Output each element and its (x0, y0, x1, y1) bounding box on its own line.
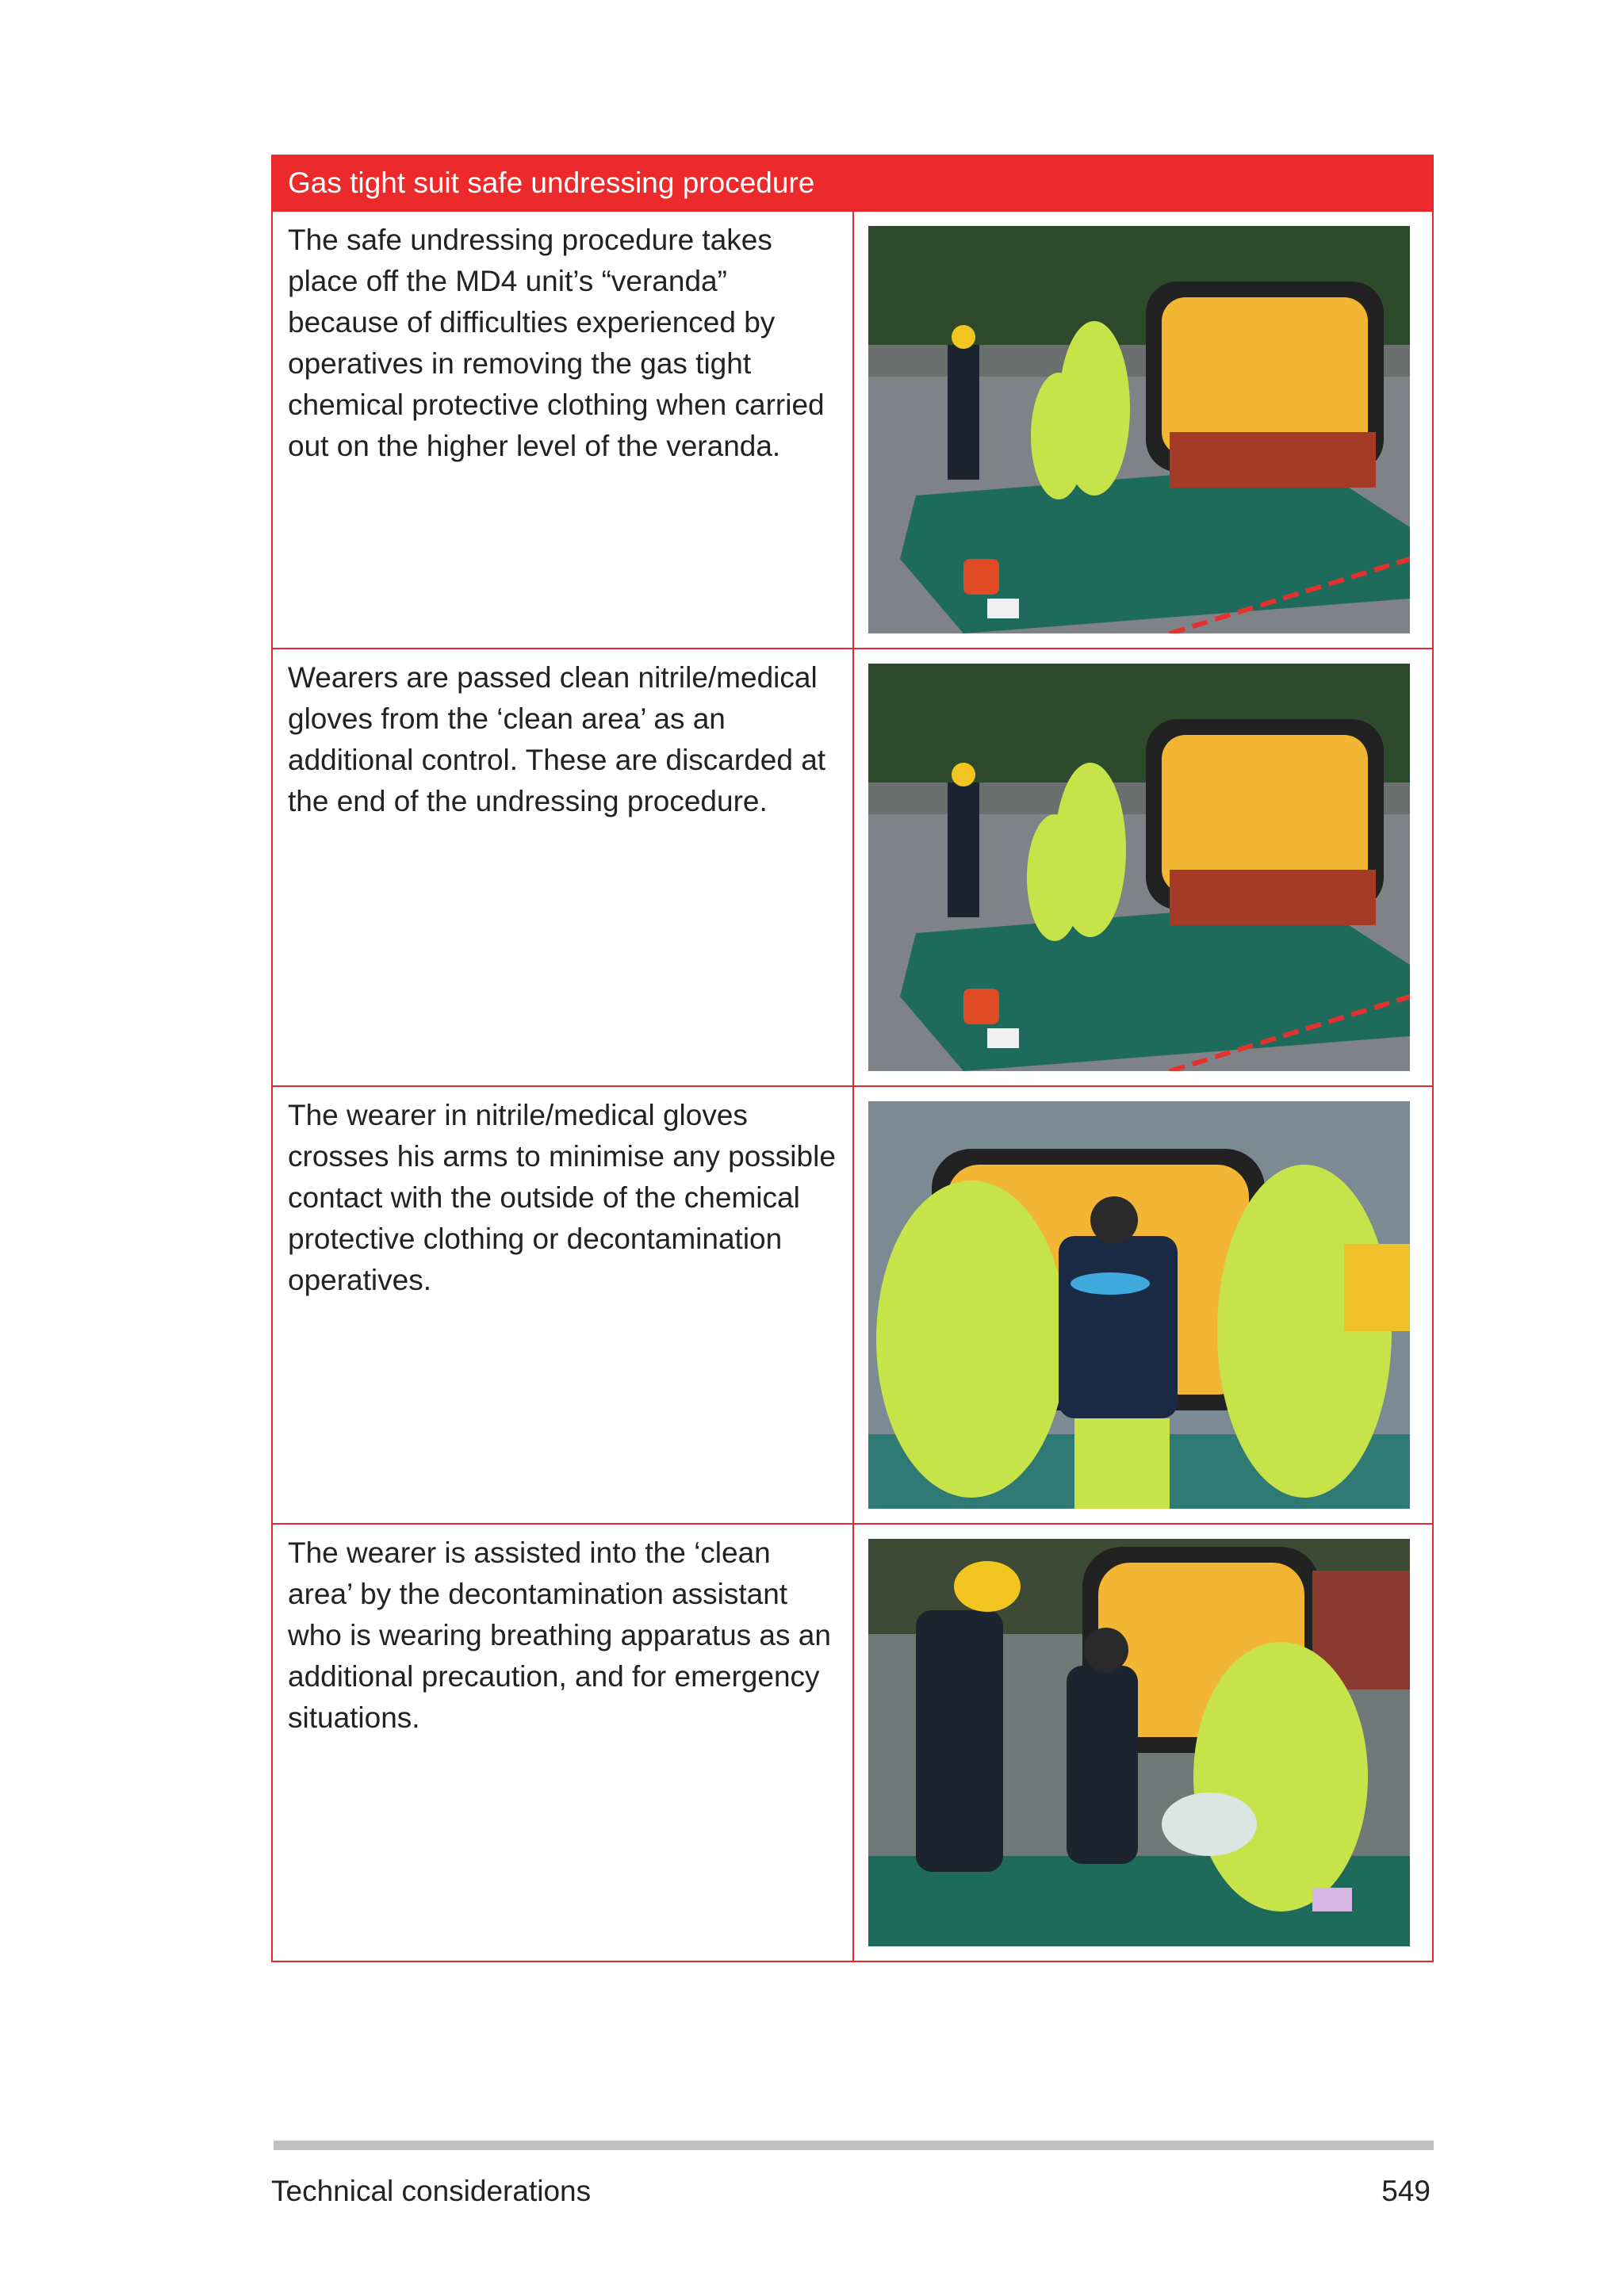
step-text: The wearer is assisted into the ‘clean area’ by the decontamination assistant who is wearing breathing apparatus as an additional precaution, and for emergency situations. (273, 1525, 854, 1961)
photo-assisted-to-clean-area (868, 1539, 1410, 1946)
table-row (273, 1085, 1432, 1523)
table-row (273, 648, 1432, 1085)
table-row (273, 1523, 1432, 1961)
step-text: Wearers are passed clean nitrile/medical gloves from the ‘clean area’ as an additional control. These are discarded at the end of the undressing procedure. (273, 649, 854, 1085)
step-text: The wearer in nitrile/medical gloves crosses his arms to minimise any possible contact with the outside of the chemical protective clothing or decontamination operatives. (273, 1087, 854, 1523)
page-number: 549 (1381, 2175, 1431, 2207)
table-row (273, 210, 1432, 648)
step-text: The safe undressing procedure takes place off the MD4 unit’s “veranda” because of difficulties experienced by operatives in removing the gas tight chemical protective clothing when carried out on the higher level of the veranda. (273, 212, 854, 648)
footer-divider (274, 2141, 1434, 2150)
photo-undressing-area (868, 226, 1410, 633)
table-title: Gas tight suit safe undressing procedure (273, 156, 1432, 210)
footer-section-title: Technical considerations (271, 2175, 592, 2207)
photo-gloves-passed (868, 664, 1410, 1071)
photo-arms-crossed (868, 1101, 1410, 1509)
procedure-table (271, 155, 1434, 1962)
